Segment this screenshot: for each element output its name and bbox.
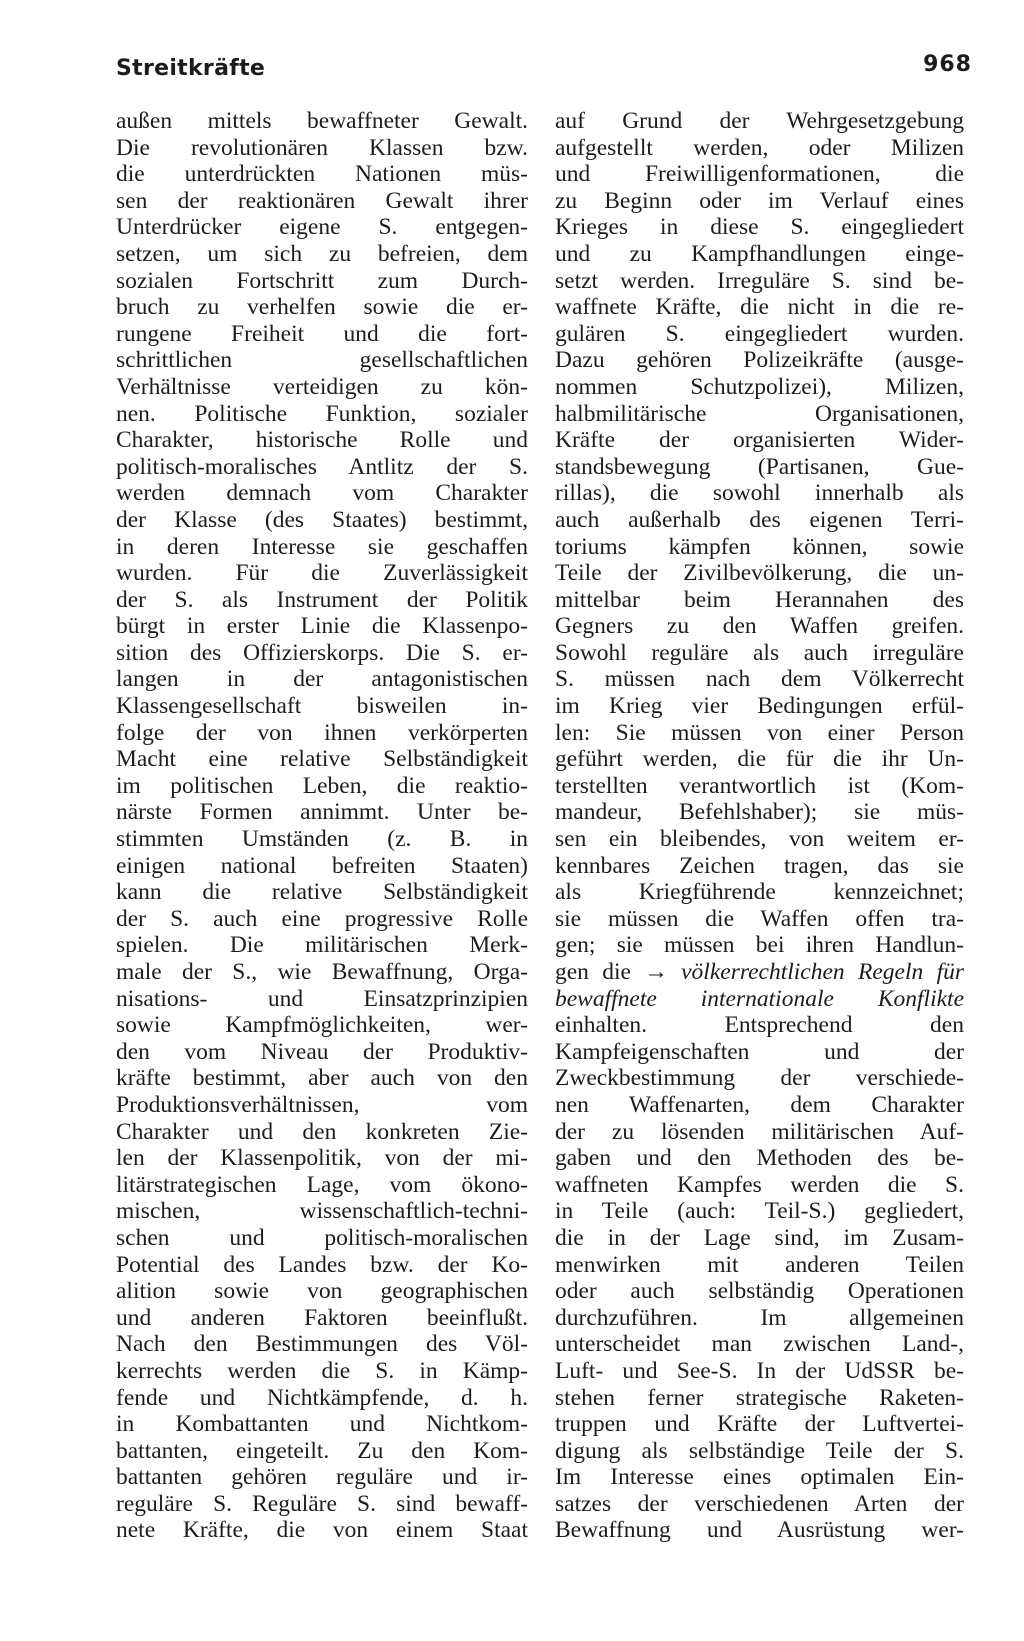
text-line: die unterdrückten Nationen müs-: [116, 161, 528, 188]
text-line: und anderen Faktoren beeinflußt.: [116, 1304, 528, 1331]
text-line: einigen national befreiten Staaten): [116, 852, 528, 879]
text-line: wurden. Für die Zuverlässigkeit: [116, 560, 528, 587]
text-line: male der S., wie Bewaffnung, Orga-: [116, 959, 528, 985]
text-line: folge der von ihnen verkörperten: [116, 719, 528, 746]
text-line: mittelbar beim Herannahen des: [555, 586, 964, 613]
text-line: Dazu gehören Polizeikräfte (ausge-: [555, 347, 964, 374]
text-line: Verhältnisse verteidigen zu kön-: [116, 373, 528, 400]
text-line: und Freiwilligenformationen, die: [555, 161, 964, 188]
text-line: digung als selbständige Teile der S.: [555, 1437, 964, 1464]
text-line: battanten, eingeteilt. Zu den Kom-: [116, 1437, 528, 1464]
text-line: Kampfeigenschaften und der: [555, 1038, 964, 1065]
text-line: sition des Offizierskorps. Die S. er-: [116, 639, 528, 666]
text-line: Unterdrücker eigene S. entgegen-: [116, 214, 528, 241]
text-line: der zu lösenden militärischen Auf-: [555, 1118, 964, 1145]
text-line: Zweckbestimmung der verschiede-: [555, 1065, 964, 1092]
text-line: rungene Freiheit und die fort-: [116, 320, 528, 347]
left-text-column: [116, 108, 528, 1544]
text-line: Kräfte der organisierten Wider-: [555, 427, 964, 454]
text-line: sowie Kampfmöglichkeiten, wer-: [116, 1012, 528, 1039]
text-line: der S. als Instrument der Politik: [116, 586, 528, 613]
running-header-title: Streitkräfte: [116, 56, 266, 81]
text-line: unterscheidet man zwischen Land-,: [555, 1331, 964, 1358]
cross-reference-line: [555, 986, 964, 1013]
text-line: kann die relative Selbständigkeit: [116, 879, 528, 906]
text-line: terstellten verantwortlich ist (Kom-: [555, 772, 964, 799]
text-line: setzt werden. Irreguläre S. sind be-: [555, 267, 964, 294]
text-line: in deren Interesse sie geschaffen: [116, 533, 528, 560]
text-line: halbmilitärische Organisationen,: [555, 400, 964, 427]
right-text-column: [555, 108, 964, 1544]
text-line: aufgestellt werden, oder Milizen: [555, 134, 964, 161]
text-line: oder auch selbständig Operationen: [555, 1278, 964, 1305]
text-line: sozialen Fortschritt zum Durch-: [116, 267, 528, 294]
text-line: den vom Niveau der Produktiv-: [116, 1038, 528, 1065]
text-line: im politischen Leben, die reaktio-: [116, 772, 528, 799]
text-line: litärstrategischen Lage, vom ökono-: [116, 1171, 528, 1198]
cross-reference-line: [555, 959, 964, 986]
text-line: waffneten Kampfes werden die S.: [555, 1171, 964, 1198]
text-line: werden demnach vom Charakter: [116, 480, 528, 507]
text-line: waffnete Kräfte, die nicht in die re-: [555, 294, 964, 321]
text-line: bürgt in erster Linie die Klassenpo-: [116, 613, 528, 640]
text-line: in Kombattanten und Nichtkom-: [116, 1411, 528, 1438]
text-line: nommen Schutzpolizei), Milizen,: [555, 373, 964, 400]
text-line: mandeur, Befehlshaber); sie müs-: [555, 799, 964, 826]
text-line: stimmten Umständen (z. B. in: [116, 826, 528, 853]
text-line: politisch-moralisches Antlitz der S.: [116, 453, 528, 480]
text-line: toriums kämpfen können, sowie: [555, 533, 964, 560]
page-number: 968: [923, 52, 972, 77]
text-line: Luft- und See-S. In der UdSSR be-: [555, 1357, 964, 1384]
text-line: sen der reaktionären Gewalt ihrer: [116, 187, 528, 214]
text-line: Teile der Zivilbevölkerung, die un-: [555, 560, 964, 587]
text-line: stehen ferner strategische Raketen-: [555, 1384, 964, 1411]
text-line: in Teile (auch: Teil-S.) gegliedert,: [555, 1198, 964, 1225]
text-line: schrittlichen gesellschaftlichen: [116, 347, 528, 374]
text-line: sie müssen die Waffen offen tra-: [555, 905, 964, 932]
cross-reference-link-cont[interactable]: bewaffnete internationale Konflikte: [555, 985, 964, 1012]
text-line: S. müssen nach dem Völkerrecht: [555, 666, 964, 693]
text-line: mischen, wissenschaftlich-techni-: [116, 1198, 528, 1225]
text-line: rillas), die sowohl innerhalb als: [555, 480, 964, 507]
text-line: Bewaffnung und Ausrüstung wer-: [555, 1517, 964, 1544]
text-line: fende und Nichtkämpfende, d. h.: [116, 1384, 528, 1411]
text-line: Im Interesse eines optimalen Ein-: [555, 1464, 964, 1491]
text-line: spielen. Die militärischen Merk-: [116, 932, 528, 959]
text-line: auf Grund der Wehrgesetzgebung: [555, 108, 964, 134]
text-line: battanten gehören reguläre und ir-: [116, 1464, 528, 1491]
text-line: der S. auch eine progressive Rolle: [116, 905, 528, 932]
text-line: satzes der verschiedenen Arten der: [555, 1490, 964, 1517]
text-line: der Klasse (des Staates) bestimmt,: [116, 506, 528, 533]
text-line: len: Sie müssen von einer Person: [555, 719, 964, 746]
text-line: Die revolutionären Klassen bzw.: [116, 134, 528, 161]
text-line: standsbewegung (Partisanen, Gue-: [555, 453, 964, 480]
text-line: reguläre S. Reguläre S. sind bewaff-: [116, 1490, 528, 1517]
text-line: kräfte bestimmt, aber auch von den: [116, 1065, 528, 1092]
text-line: durchzuführen. Im allgemeinen: [555, 1304, 964, 1331]
text-line: Klassengesellschaft bisweilen in-: [116, 693, 528, 720]
text-fragment: gen die: [555, 959, 645, 985]
text-line: Potential des Landes bzw. der Ko-: [116, 1251, 528, 1278]
text-line: menwirken mit anderen Teilen: [555, 1251, 964, 1278]
text-line: Charakter und den konkreten Zie-: [116, 1118, 528, 1145]
text-line: truppen und Kräfte der Luftvertei-: [555, 1411, 964, 1438]
text-line: die in der Lage sind, im Zusam-: [555, 1224, 964, 1251]
text-line: Sowohl reguläre als auch irreguläre: [555, 639, 964, 666]
text-line: langen in der antagonistischen: [116, 666, 528, 693]
text-line: nen Waffenarten, dem Charakter: [555, 1091, 964, 1118]
text-line: bruch zu verhelfen sowie die er-: [116, 294, 528, 321]
text-line: nete Kräfte, die von einem Staat: [116, 1517, 528, 1544]
text-line: geführt werden, die für die ihr Un-: [555, 746, 964, 773]
text-line: zu Beginn oder im Verlauf eines: [555, 187, 964, 214]
text-line: gulären S. eingegliedert wurden.: [555, 320, 964, 347]
text-line: kennbares Zeichen tragen, das sie: [555, 852, 964, 879]
text-line: len der Klassenpolitik, von der mi-: [116, 1145, 528, 1172]
text-line: nen. Politische Funktion, sozialer: [116, 400, 528, 427]
text-line: Macht eine relative Selbständigkeit: [116, 746, 528, 773]
text-line: im Krieg vier Bedingungen erfül-: [555, 693, 964, 720]
text-line: und zu Kampfhandlungen einge-: [555, 240, 964, 267]
text-line: sen ein bleibendes, von weitem er-: [555, 826, 964, 853]
text-line: Produktionsverhältnissen, vom: [116, 1091, 528, 1118]
text-line: Charakter, historische Rolle und: [116, 427, 528, 454]
text-line: außen mittels bewaffneter Gewalt.: [116, 108, 528, 134]
text-line: Gegners zu den Waffen greifen.: [555, 613, 964, 640]
text-line: gen; sie müssen bei ihren Handlun-: [555, 932, 964, 959]
text-line: Nach den Bestimmungen des Völ-: [116, 1331, 528, 1358]
text-line: schen und politisch-moralischen: [116, 1224, 528, 1251]
cross-reference-link[interactable]: → völkerrechtlichen Regeln für: [644, 959, 964, 985]
text-line: kerrechts werden die S. in Kämp-: [116, 1357, 528, 1384]
text-line: nisations- und Einsatzprinzipien: [116, 985, 528, 1012]
text-line: einhalten. Entsprechend den: [555, 1012, 964, 1039]
text-line: Krieges in diese S. eingegliedert: [555, 214, 964, 241]
text-line: setzen, um sich zu befreien, dem: [116, 240, 528, 267]
text-line: alition sowie von geographischen: [116, 1278, 528, 1305]
text-line: gaben und den Methoden des be-: [555, 1145, 964, 1172]
text-line: närste Formen annimmt. Unter be-: [116, 799, 528, 826]
text-line: auch außerhalb des eigenen Terri-: [555, 506, 964, 533]
text-line: als Kriegführende kennzeichnet;: [555, 879, 964, 906]
